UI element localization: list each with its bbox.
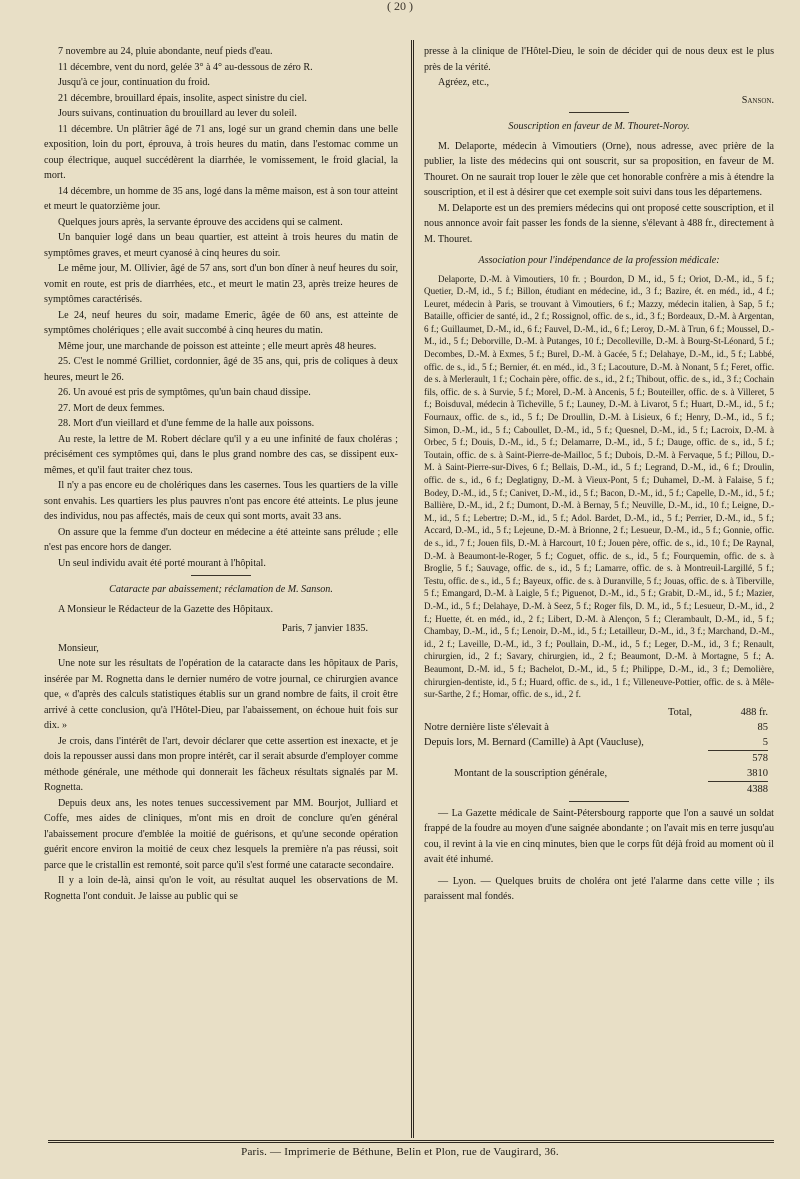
column-divider: [411, 40, 414, 1138]
paragraph: Jusqu'à ce jour, continuation du froid.: [58, 77, 210, 88]
paragraph: M. Delaporte, médecin à Vimoutiers (Orne), nous adresse, avec prière de la publier, la liste des médecins qui ont souscrit, sur sa proposition, en faveur de M. Thouret. On ne saurait trop louer le zèle que cet honorable confrère a mis à étendre la souscription, et il est à désirer que cet exemple soit suivi dans tous les départemens.: [424, 140, 774, 198]
paragraph: 14 décembre, un homme de 35 ans, logé dans la même maison, est à son tour atteint et meurt le quatorzième jour.: [44, 185, 398, 212]
total-label: Depuis lors, M. Bernard (Camille) à Apt (Vaucluse),: [424, 736, 644, 748]
paragraph: 21 décembre, brouillard épais, insolite, aspect sinistre du ciel.: [58, 92, 307, 104]
sanson-letter: [44, 582, 398, 904]
news-item: — La Gazette médicale de Saint-Pétersbourg rapporte que l'on a sauvé un soldat frappé de la foudre au moyen d'une saignée abondante ; on l'avait mis en terre jusqu'au cou, il revint à la vie en cinq minutes, bien que le corps fût déjà froid au moment où il avait été inhumé.: [424, 807, 774, 866]
paragraph: Un seul individu avait été porté mourant à l'hôpital.: [58, 557, 266, 569]
paragraph: Un banquier logé dans un beau quartier, est atteint à trois heures du matin de symptômes graves, et meurt cyanosé à cinq heures du soir.: [44, 232, 398, 259]
article-heading: Cataracte par abaissement; réclamation de M. Sanson.: [109, 584, 333, 595]
letter-closing: Agréez, etc.,: [438, 77, 489, 88]
total-value: 85: [757, 721, 768, 733]
paragraph: 26. Un avoué est pris de symptômes, qu'un bain chaud dissipe.: [58, 387, 311, 398]
paragraph: 25. C'est le nommé Grilliet, cordonnier, âgé de 35 ans, qui, pris de coliques à deux heures, meurt le 26.: [44, 356, 398, 383]
paragraph: Je crois, dans l'intérêt de l'art, devoir déclarer que cette assertion est inexacte, et je dois la repousser aussi dans mon propre intérêt, car il serait absurde d'employer comme méthode générale, une méthode qui donnerait les fâcheux résultats signalés par M. Rognetta.: [44, 735, 398, 793]
section-divider: [569, 801, 629, 802]
total-row: [424, 705, 774, 720]
right-column: [424, 44, 774, 905]
paragraph: Le 24, neuf heures du soir, madame Emeric, âgée de 60 ans, est atteinte de symptômes cholériques ; elle avait succombé à cinq heures du matin.: [44, 309, 398, 336]
paragraph: Quelques jours après, la servante éprouve des accidens qui se calment.: [58, 216, 343, 228]
paragraph: Au reste, la lettre de M. Robert déclare qu'il y a eu une infinité de faux choléras ; précisément ces symptômes qui, dans le plus grand nombre des cas, se dissipent eux-mêmes, et qu'il faut traiter chez tous.: [44, 433, 398, 476]
page-number: ( 20 ): [387, 0, 413, 13]
total-label: Notre dernière liste s'élevait à: [424, 721, 549, 733]
left-column: [44, 44, 398, 904]
paragraph: Jours suivans, continuation du brouillard au lever du soleil.: [58, 108, 297, 119]
total-value: 488 fr.: [740, 706, 768, 718]
general-value: 3810: [747, 767, 768, 779]
letter-salutation: Monsieur,: [58, 642, 99, 654]
paragraph: M. Delaporte est un des premiers médecins qui ont proposé cette souscription, et il nous annonce avoir fait passer les fonds de la sienne, s'élevant à 488 fr., directement à M. Thouret.: [424, 202, 774, 245]
letter-address: A Monsieur le Rédacteur de la Gazette des Hôpitaux.: [58, 603, 273, 615]
total-label: Total,: [667, 706, 692, 718]
subscription-heading: Souscription en faveur de M. Thouret-Noroy.: [508, 121, 690, 132]
paragraph: 27. Mort de deux femmes.: [58, 402, 165, 414]
paragraph: Depuis deux ans, les notes tenues successivement par MM. Bourjot, Julliard et Coffe, mes aides de cliniques, m'ont mis en droit de conclure qu'en général l'abaissement procure d'emblée la moitié de guérisons, et qu'une seconde opération guérit encore environ la moitié de ceux chez lesquels la première n'a pas réussi, soit parce que le cristallin est remonté, soit parce qu'il s'est formé une cataracte secondaire.: [44, 797, 398, 871]
subscriber-list: Delaporte, D.-M. à Vimoutiers, 10 fr. ; Bourdon, D M., id., 5 f.; Oriot, D.-M., id., 5 f.; Quetier, D.-M, id., 5 f.; Billon, étudiant en médecine, id., 3 f.; Bazire, ét. en méd., id., 4 f.; Leuret, médecin à Paris, se trouvant à Vimoutiers, 6 f.; Mazzy, médecin italien, à Sap, 5 f.; Bataille, officier de santé, id., 2 f.; Rossignol, offic. de s., id., 3 f.; Bordeaux, D.-M. à Argentan, 6 f.; Guillaumet, D.-M., id., 6 f.; Fauvel, D.-M., id., 6 f.; Leroy, D.-M. à Trun, 6 f.; Moussel, D.-M., id., 5 f.; Deborville, D.-M. à Putanges, 10 f.; Decolleville, D.-M. à Bourg-St-Léonard, 5 f.; Decombes, D.-M. à Exmes, 5 f.; Burel, D.-M. à Gacée, 5 f.; Delahaye, D.-M., id., 5 f.; Labbé, offic. de s., id., 5 f.; Bernier, ét. en méd., id., 3 f.; Lacouture, D.-M. à Nonant, 5 f.; Feret, offic. de s. à Merlerault, 1 f.; Cochain père, offic. de s., id., 2 f.; Thibout, offic. de s., id., 3 f.; Cochain fils, offic. de s. à Survie, 5 f.; Morel, D.-M. à Ancenis, 5 f.; Bouteiller, offic. de s. à Villeret, 5 f.; Boisduval, médecin à Ticheville, 5 f.; Launey, D.-M. à Livarot, 5 f.; Huart, D.-M., id., 5 f.; Fournaux, offic. de s., id., 5 f.; De Droullin, D.-M. à Lisieux, 6 f.; Henry, D.-M., id., 5 f.; Simon, D.-M., id., 5 f.; Caboullet, D.-M., id., 5 f.; Quesnel, D.-M., id., 5 f.; Lacroix, D.-M. à Orbec, 5 f.; Douis, D.-M., id., 5 f.; Delamarre, D.-M., id., 5 f.; Dauge, offic. de s., id., 5 f.; Toutain, offic. de s. à Saint-Pierre-de-Mailloc, 5 f.; Dubois, D.-M. à Fervaque, 5 f.; Pillou, D.-M. à Saint-Pierre-sur-Dives, 6 f.; Bellais, D.-M., id., 5 f.; Legrand, D.-M., id., 6 f.; Droulin, offic. de s., id., 6 f.; Deglatigny, D.-M. à Vieux-Pont, 5 f.; Duhamel, D.-M. à Falaise, 5 f.; Bodey, D.-M., id., 5 f.; Canivet, D.-M., id., 5 f.; Bacon, D.-M., id., 5 f.; Capelle, D.-M., id., 5 f.; Ballière, D.-M., id., 2 f.; Dumont, D.-M. à Bernay, 5 f.; Neuville, D.-M., id., 10 f.; Leigne, D.-M., id., 5 f.; Lebertre; D.-M., id., 5 f.; Adol. Bardet, D.-M., id., 5 f.; Perrier, D.-M., id., 5 f.; Accard, D.-M., id., 5 f.; Lejeune, D.-M. à Brionne, 2 f.; Lesueur, D.-M., id., 5 f.; Gonnie, offic. de s., id., 7 f.; Jouen fils, D.-M. à Harcourt, 10 f.; Jouen père, offic. de s., id., 10 f.; De Raynal, D.-M. à Beaumont-le-Roger, 5 f.; Coguet, offic. de s., id., 5 f.; Fourquemin, offic. de s. à Broglie, 5 f.; Sauvage, offic. de s., id., 5 f.; Lamarre, offic. de s. à Montreuil-Largillé, 5 f.; Testu, offic. de s., id., 5 f.; Bayeux, offic. de s. à Duranville, 5 f.; Jouas, offic. de s. à Tiberville, 5 f.; Emangard, D.-M. à Laigle, 5 f.; Piguenot, D.-M., id., 5 f.; Grabit, D.-M., id., 5 f.; Mazier, D.-M., id., 5 f.; Delahaye, D.-M. à Seez, 5 f.; Roger fils, D. M., id., 5 f.; Lesueur, D.-M., id., 2 f.; Huette, ét. en méd., id., 2 f.; Libert, D.-M. à Alençon, 5 f.; Clerambault, D.-M., id., 5 f.; Chambay, D.-M., id., 5 f.; Lenoir, D.-M., id., 5 f.; Letailleur, D.-M., id., 3 f.; Marchand, D.-M., id., 2 f.; Laveille, D.-M., id., 3 f.; Poullain, D.-M., id., 5 f.; Leger, D.-M., id., 3 f.; Renault, chirurgien, id., 2 f.; Savary, chirurgien, id., 2 f.; Beaumont, D.-M. à Mortagne, 5 f.; A. Beaumont, D.-M. id., 5 f.; Bachelot, D.-M., id., 5 f.; Philippe, D.-M., id., 3 f.; Demolière, chirurgien-dentiste, id., 5 f.; Huard, offic. de s., id., 1 f.; Villeneuve-Pottier, offic. de s. à Mêle-sur-Sarthe, 2 f.; Homar, offic. de s., id., 2 f.: [424, 273, 774, 700]
printer-imprint: Paris. — Imprimerie de Béthune, Belin et Plon, rue de Vaugirard, 36.: [241, 1146, 559, 1158]
grand-total-value: 4388: [747, 783, 768, 795]
letter-end: presse à la clinique de l'Hôtel-Dieu, le soin de décider qui de nous deux est le plus près de la vérité.: [424, 46, 774, 73]
total-value: 5: [762, 736, 768, 748]
paragraph: Le même jour, M. Ollivier, âgé de 57 ans, sort d'un bon dîner à neuf heures du soir, vomit en route, est pris de diarrhées, etc., et meurt le matin 23, après treize heures de symptômes caractérisés.: [44, 263, 398, 305]
letter-date: Paris, 7 janvier 1835.: [281, 623, 368, 634]
subtotal-value: 578: [752, 752, 768, 764]
paragraph: Il y a loin de-là, ainsi qu'on le voit, au résultat auquel les observations de M. Rognetta l'ont conduit. Je laisse au public qui se: [44, 875, 398, 902]
total-row: [424, 735, 774, 750]
paragraph: Il n'y a pas encore eu de cholériques dans les casernes. Tous les quartiers de la ville sont envahis. Les quartiers les plus pauvres n'ont pas encore été atteints. Le plus jeune des individus, nou pas affectés, mais de ceux qui sont morts, avait 33 ans.: [44, 480, 398, 522]
general-row: [424, 766, 774, 781]
association-heading: Association pour l'indépendance de la profession médicale:: [478, 255, 720, 266]
grand-total-row: [424, 782, 774, 797]
footer-rule: [48, 1140, 774, 1143]
news-item: — Lyon. — Quelques bruits de choléra ont jeté l'alarme dans cette ville ; ils paraissent mal fondés.: [424, 875, 774, 903]
letter-signature: Sanson.: [741, 94, 774, 106]
paragraph: 11 décembre, vent du nord, gelée 3° à 4° au-dessous de zéro R.: [58, 61, 313, 73]
paragraph: Même jour, une marchande de poisson est atteinte ; elle meurt après 48 heures.: [58, 340, 377, 352]
total-row: [424, 720, 774, 735]
paragraph: 7 novembre au 24, pluie abondante, neuf pieds d'eau.: [58, 46, 273, 57]
section-divider: [191, 575, 251, 576]
paragraph: 11 décembre. Un plâtrier âgé de 71 ans, logé sur un grand chemin dans une belle exposition, loin du port, éprouva, à trois heures du matin, dans l'estomac comme un coup électrique, auquel succédèrent la diarrhée, le vomissement, le froid glacial, la mort.: [44, 123, 398, 181]
paragraph: On assure que la femme d'un docteur en médecine a été atteinte sans prélude ; elle n'est pas encore hors de danger.: [44, 526, 398, 553]
section-divider: [569, 112, 629, 113]
subtotal-row: [424, 751, 774, 766]
paragraph: 28. Mort d'un vieillard et d'une femme de la halle aux poissons.: [58, 418, 315, 429]
totals-table: [424, 705, 774, 797]
general-label: Montant de la souscription générale,: [454, 767, 608, 779]
paragraph: Une note sur les résultats de l'opération de la cataracte dans les hôpitaux de Paris, insérée par M. Rognetta dans le dernier numéro de votre journal, ce chirurgien avance que, « d'après des calculs statistiques établis sur un grand nombre de faits, il croit être arrivé à cette conclusion, qu'à l'Hôtel-Dieu, par l'abaissement, on échoue huit fois sur dix. »: [44, 658, 398, 731]
weather-and-cases: [44, 44, 398, 571]
